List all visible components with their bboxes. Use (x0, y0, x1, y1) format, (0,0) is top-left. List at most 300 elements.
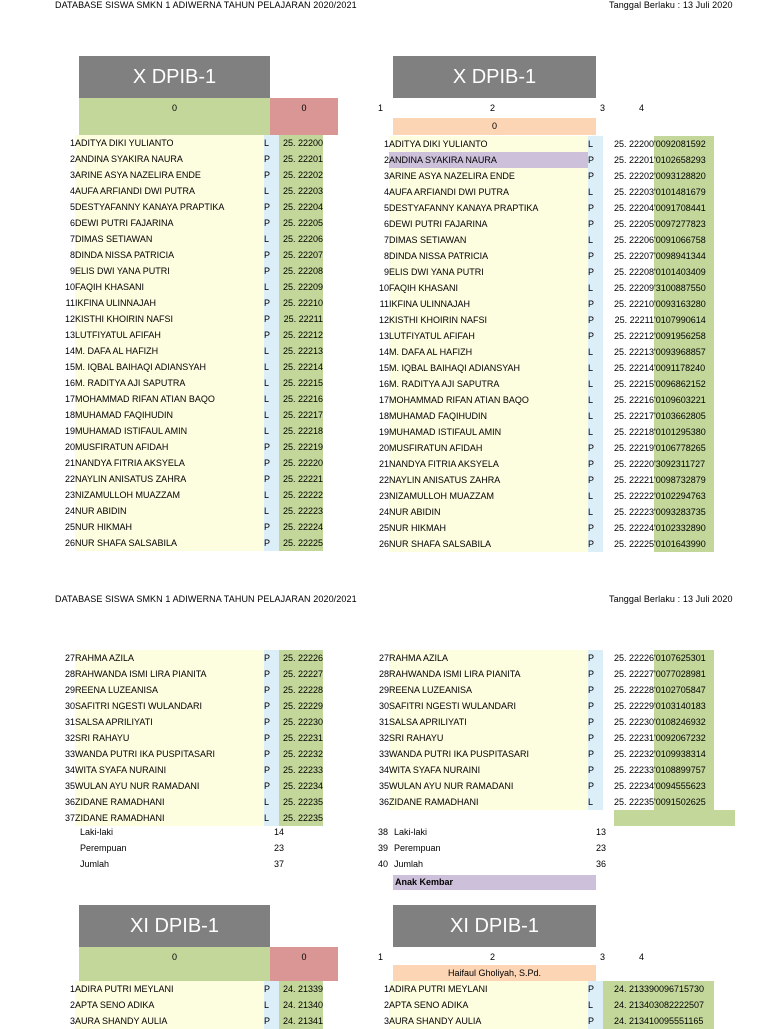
student-name: ELIS DWI YANA PUTRI (75, 263, 264, 279)
student-name: NUR ABIDIN (75, 503, 264, 519)
student-name: MUSFIRATUN AFIDAH (389, 440, 588, 456)
student-sex: L (264, 997, 279, 1013)
student-sex: P (588, 312, 603, 328)
row-number: 35 (64, 781, 75, 791)
table-row (369, 997, 714, 1013)
student-name: MOHAMMAD RIFAN ATIAN BAQO (75, 391, 264, 407)
student-sex: L (264, 183, 279, 199)
student-nis: 25. 22208 (279, 263, 323, 279)
row-number: 29 (64, 685, 75, 695)
table-row (369, 248, 714, 264)
xi-col-num-1: 1 (378, 952, 384, 962)
table-row (55, 135, 323, 151)
student-nisn: 0096715730 (654, 981, 714, 997)
class-xi-title-left: XI DPIB-1 (79, 905, 270, 947)
student-sex: P (588, 650, 603, 666)
student-nis: 25. 22216 (603, 392, 654, 408)
student-sex: P (588, 296, 603, 312)
row-number: 3 (69, 1016, 75, 1026)
table-row (55, 295, 323, 311)
student-nis: 25. 22202 (603, 168, 654, 184)
student-nis: 25. 22224 (603, 520, 654, 536)
student-nisn: '0096862152 (654, 376, 714, 392)
row-number: 4 (69, 186, 75, 196)
table-row (55, 535, 323, 551)
student-name: AURA SHANDY AULIA (389, 1013, 588, 1029)
student-nis: 25. 22201 (279, 151, 323, 167)
student-nis: 25. 22220 (603, 456, 654, 472)
row-number: 15 (64, 362, 75, 372)
student-nisn: '0102705847 (654, 682, 714, 698)
table-row (55, 199, 323, 215)
table-row (55, 375, 323, 391)
student-sex: P (588, 248, 603, 264)
xi-teacher: Haifaul Gholiyah, S.Pd. (393, 965, 596, 981)
student-nisn: '0102658293 (654, 152, 714, 168)
student-name: MUHAMAD FAQIHUDIN (389, 408, 588, 424)
row-number: 28 (64, 669, 75, 679)
student-sex: P (588, 328, 603, 344)
table-row (55, 503, 323, 519)
student-name: M. RADITYA AJI SAPUTRA (389, 376, 588, 392)
row-number: 11 (65, 298, 75, 308)
student-nis: 25. 22211 (279, 311, 323, 327)
student-name: ZIDANE RAMADHANI (389, 794, 588, 810)
student-nis: 25. 22232 (603, 746, 654, 762)
student-name: SALSA APRILIYATI (389, 714, 588, 730)
student-name: NUR HIKMAH (389, 520, 588, 536)
student-nis: 25. 22201 (603, 152, 654, 168)
student-nisn: '0091066758 (654, 232, 714, 248)
student-name: NUR ABIDIN (389, 504, 588, 520)
student-sex: P (264, 778, 279, 794)
student-name: LUTFIYATUL AFIFAH (75, 327, 264, 343)
student-nisn: '3100887550 (654, 280, 714, 296)
row-number: 19 (378, 427, 389, 437)
student-nisn: '0077028981 (654, 666, 714, 682)
student-nisn: '0106778265 (654, 440, 714, 456)
student-nisn: '0109938314 (654, 746, 714, 762)
summary-value: 36 (596, 859, 607, 869)
student-name: M. DAFA AL HAFIZH (389, 344, 588, 360)
student-sex: L (264, 810, 279, 826)
table-row (55, 650, 323, 666)
table-row (369, 504, 714, 520)
table-row (55, 714, 323, 730)
student-sex: P (264, 215, 279, 231)
class-xi-title-right: XI DPIB-1 (393, 905, 596, 947)
table-row (55, 343, 323, 359)
student-name: WULAN AYU NUR RAMADANI (75, 778, 264, 794)
table-row (369, 456, 714, 472)
row-number: 12 (64, 314, 75, 324)
student-name: KISTHI KHOIRIN NAFSI (389, 312, 588, 328)
row-number: 17 (64, 394, 75, 404)
student-table-left-cont (55, 650, 323, 826)
student-nis: 24. 21341 (279, 1013, 323, 1029)
student-nisn: '0107990614 (654, 312, 714, 328)
row-number: 1 (69, 138, 75, 148)
student-name: IKFINA ULINNAJAH (389, 296, 588, 312)
student-name: DEWI PUTRI FAJARINA (389, 216, 588, 232)
table-row (369, 698, 714, 714)
student-name: NANDYA FITRIA AKSYELA (75, 455, 264, 471)
col-num-1: 1 (378, 103, 384, 113)
student-sex: P (264, 151, 279, 167)
table-row (369, 168, 714, 184)
student-nisn: '0092081592 (654, 136, 714, 152)
student-nis: 25. 22218 (279, 423, 323, 439)
row-number: 26 (64, 538, 75, 548)
student-nisn: '0103140183 (654, 698, 714, 714)
student-nisn: '0093128820 (654, 168, 714, 184)
summary-value: 13 (596, 827, 607, 837)
student-nis: 25. 22202 (279, 167, 323, 183)
student-sex: P (588, 216, 603, 232)
student-sex: L (264, 359, 279, 375)
student-nisn: '0092067232 (654, 730, 714, 746)
student-name: APTA SENO ADIKA (389, 997, 588, 1013)
student-name: DEWI PUTRI FAJARINA (75, 215, 264, 231)
student-nis: 25. 22235 (279, 794, 323, 810)
student-name: ADITYA DIKI YULIANTO (75, 135, 264, 151)
student-table-right (369, 136, 714, 552)
student-name: MUSFIRATUN AFIDAH (75, 439, 264, 455)
row-number: 22 (64, 474, 75, 484)
student-name: REENA LUZEANISA (75, 682, 264, 698)
student-nis: 25. 22215 (603, 376, 654, 392)
student-name: WITA SYAFA NURAINI (75, 762, 264, 778)
xi-col-num-4: 4 (639, 952, 645, 962)
table-row (55, 263, 323, 279)
student-nisn: '0101403409 (654, 264, 714, 280)
row-number: 21 (378, 459, 389, 469)
row-number: 18 (64, 410, 75, 420)
table-row (55, 439, 323, 455)
student-sex: P (264, 535, 279, 551)
table-row (369, 152, 714, 168)
student-name: RAHMA AZILA (389, 650, 588, 666)
summary-label: Perempuan (394, 843, 441, 853)
student-name: IKFINA ULINNAJAH (75, 295, 264, 311)
table-row (55, 810, 323, 826)
row-number: 4 (383, 187, 389, 197)
student-sex: P (264, 746, 279, 762)
table-row (369, 714, 714, 730)
student-sex: L (588, 136, 603, 152)
table-row (55, 455, 323, 471)
student-name: DESTYAFANNY KANAYA PRAPTIKA (75, 199, 264, 215)
student-nis: 25. 22222 (279, 487, 323, 503)
summary-value: 23 (596, 843, 607, 853)
student-name: WANDA PUTRI IKA PUSPITASARI (389, 746, 588, 762)
summary-label: Laki-laki (394, 827, 428, 837)
student-name: ANDINA SYAKIRA NAURA (75, 151, 264, 167)
student-name: AUFA ARFIANDI DWI PUTRA (389, 184, 588, 200)
student-nis: 24. 21340 (603, 997, 654, 1013)
student-nisn: '0091502625 (654, 794, 714, 810)
student-nisn: '0101643990 (654, 536, 714, 552)
student-sex: P (264, 167, 279, 183)
table-row (55, 1013, 323, 1029)
xi-col-num-2: 2 (490, 952, 496, 962)
student-name: M. IQBAL BAIHAQI ADIANSYAH (389, 360, 588, 376)
row-number: 9 (383, 267, 389, 277)
table-row (55, 666, 323, 682)
row-number: 32 (378, 733, 389, 743)
student-nisn: '0102294763 (654, 488, 714, 504)
student-nis: 25. 22232 (279, 746, 323, 762)
student-nis: 25. 22234 (603, 778, 654, 794)
student-nis: 25. 22230 (279, 714, 323, 730)
student-name: ELIS DWI YANA PUTRI (389, 264, 588, 280)
student-nis: 25. 22207 (603, 248, 654, 264)
student-nis: 24. 21340 (279, 997, 323, 1013)
student-name: MUHAMAD FAQIHUDIN (75, 407, 264, 423)
student-sex: L (588, 280, 603, 296)
student-nis: 25. 22231 (603, 730, 654, 746)
student-nis: 25. 22214 (279, 359, 323, 375)
table-row (369, 981, 714, 997)
row-number: 33 (64, 749, 75, 759)
student-sex: L (588, 408, 603, 424)
student-name: LUTFIYATUL AFIFAH (389, 328, 588, 344)
table-row (369, 746, 714, 762)
student-sex: P (588, 168, 603, 184)
row-number: 31 (64, 717, 75, 727)
row-number: 14 (378, 347, 389, 357)
student-sex: P (264, 698, 279, 714)
row-number: 7 (383, 235, 389, 245)
student-nis: 25. 22220 (279, 455, 323, 471)
table-row (55, 730, 323, 746)
table-row (55, 311, 323, 327)
student-sex: L (588, 232, 603, 248)
student-sex: P (588, 520, 603, 536)
row-number: 1 (69, 984, 75, 994)
row-number: 12 (378, 315, 389, 325)
student-nis: 25. 22206 (603, 232, 654, 248)
table-row (55, 519, 323, 535)
summary-label: Jumlah (394, 859, 424, 869)
table-row (55, 423, 323, 439)
student-name: ADIRA PUTRI MEYLANI (389, 981, 588, 997)
doc-header-date-2: Tanggal Berlaku : 13 Juli 2020 (609, 594, 733, 604)
row-number: 6 (69, 218, 75, 228)
student-sex: P (588, 682, 603, 698)
student-sex: P (588, 1013, 603, 1029)
student-sex: P (588, 440, 603, 456)
student-nisn: '0102332890 (654, 520, 714, 536)
table-row (369, 1013, 714, 1029)
row-number: 11 (379, 299, 389, 309)
class-title-left: X DPIB-1 (79, 56, 270, 98)
table-row (55, 151, 323, 167)
student-nis: 25. 22223 (279, 503, 323, 519)
student-name: NANDYA FITRIA AKSYELA (389, 456, 588, 472)
student-name: ADIRA PUTRI MEYLANI (75, 981, 264, 997)
row-number: 29 (378, 685, 389, 695)
student-name: M. IQBAL BAIHAQI ADIANSYAH (75, 359, 264, 375)
table-row (369, 392, 714, 408)
student-nis: 25. 22217 (279, 407, 323, 423)
table-row (369, 312, 714, 328)
table-row (369, 184, 714, 200)
student-sex: L (588, 344, 603, 360)
xi-left-sub-a: 0 (79, 947, 270, 981)
student-sex: P (588, 200, 603, 216)
right-sub: 0 (393, 118, 596, 135)
student-sex: L (588, 184, 603, 200)
student-name: SAFITRI NGESTI WULANDARI (389, 698, 588, 714)
table-row (55, 981, 323, 997)
row-number: 36 (64, 797, 75, 807)
student-nis: 25. 22223 (603, 504, 654, 520)
table-row (369, 762, 714, 778)
table-row (369, 232, 714, 248)
student-sex: L (264, 135, 279, 151)
student-sex: P (588, 264, 603, 280)
student-nis: 25. 22229 (279, 698, 323, 714)
summary-value: 14 (274, 827, 285, 837)
student-sex: P (588, 698, 603, 714)
student-sex: P (264, 471, 279, 487)
student-name: NUR HIKMAH (75, 519, 264, 535)
student-sex: P (264, 730, 279, 746)
row-number: 24 (378, 507, 389, 517)
student-sex: L (588, 488, 603, 504)
summary-label: Laki-laki (80, 827, 114, 837)
student-name: APTA SENO ADIKA (75, 997, 264, 1013)
student-name: DIMAS SETIAWAN (389, 232, 588, 248)
row-number: 30 (378, 701, 389, 711)
student-nis: 25. 22212 (603, 328, 654, 344)
student-nis: 25. 22209 (603, 280, 654, 296)
row-number: 5 (69, 202, 75, 212)
table-row (369, 472, 714, 488)
student-sex: P (264, 650, 279, 666)
student-nisn: '0108899757 (654, 762, 714, 778)
student-nis: 25. 22233 (603, 762, 654, 778)
student-nis: 25. 22228 (279, 682, 323, 698)
student-nis: 25. 22206 (279, 231, 323, 247)
row-number: 21 (64, 458, 75, 468)
student-nis: 25. 22225 (603, 536, 654, 552)
student-nis: 25. 22203 (603, 184, 654, 200)
student-sex: P (264, 519, 279, 535)
student-sex: L (264, 487, 279, 503)
table-row (369, 376, 714, 392)
student-sex: L (264, 407, 279, 423)
student-nisn: '0098941344 (654, 248, 714, 264)
student-nis: 25. 22227 (603, 666, 654, 682)
student-nis: 25. 22221 (603, 472, 654, 488)
student-name: ZIDANE RAMADHANI (75, 794, 264, 810)
table-row (369, 666, 714, 682)
row-number: 22 (378, 475, 389, 485)
student-sex: L (264, 391, 279, 407)
table-row (55, 391, 323, 407)
student-nisn: 0095551165 (654, 1013, 714, 1029)
student-name: WANDA PUTRI IKA PUSPITASARI (75, 746, 264, 762)
student-nisn: '0091178240 (654, 360, 714, 376)
row-number: 7 (69, 234, 75, 244)
student-sex: P (264, 682, 279, 698)
table-row (55, 794, 323, 810)
student-sex: L (588, 794, 603, 810)
student-nis: 25. 22208 (603, 264, 654, 280)
summary-value: 37 (274, 859, 285, 869)
student-sex: P (264, 1013, 279, 1029)
left-sub-a: 0 (79, 98, 270, 135)
student-name: NUR SHAFA SALSABILA (75, 535, 264, 551)
student-nis: 25. 22210 (603, 296, 654, 312)
student-nis: 25. 22224 (279, 519, 323, 535)
student-table-xi-right (369, 981, 714, 1029)
student-sex: P (264, 762, 279, 778)
student-nis: 25. 22210 (279, 295, 323, 311)
row-number: 16 (64, 378, 75, 388)
student-nisn: '0098732879 (654, 472, 714, 488)
class-title-right: X DPIB-1 (393, 56, 596, 98)
student-sex: P (588, 778, 603, 794)
student-name: RAHWANDA ISMI LIRA PIANITA (75, 666, 264, 682)
student-sex: L (588, 360, 603, 376)
table-row (369, 682, 714, 698)
row-number: 18 (378, 411, 389, 421)
row-number: 3 (383, 171, 389, 181)
student-sex: P (264, 295, 279, 311)
row-number: 25 (378, 523, 389, 533)
row-number: 2 (69, 154, 75, 164)
row-number: 36 (378, 797, 389, 807)
student-name: DIMAS SETIAWAN (75, 231, 264, 247)
row-number: 35 (378, 781, 389, 791)
student-nis: 25. 22219 (603, 440, 654, 456)
student-name: DESTYAFANNY KANAYA PRAPTIKA (389, 200, 588, 216)
student-nis: 24. 21341 (603, 1013, 654, 1029)
student-sex: P (264, 247, 279, 263)
row-number: 28 (378, 669, 389, 679)
student-name: WULAN AYU NUR RAMADANI (389, 778, 588, 794)
row-number: 3 (383, 1016, 389, 1026)
student-sex: P (264, 311, 279, 327)
student-nisn: '0093163280 (654, 296, 714, 312)
student-nisn: '0097277823 (654, 216, 714, 232)
student-nis: 25. 22204 (279, 199, 323, 215)
row-number: 2 (383, 1000, 389, 1010)
table-row (55, 407, 323, 423)
row-number: 17 (378, 395, 389, 405)
student-name: MUHAMAD ISTIFAUL AMIN (75, 423, 264, 439)
student-name: FAQIH KHASANI (75, 279, 264, 295)
table-row (369, 296, 714, 312)
student-name: ZIDANE RAMADHANI (75, 810, 264, 826)
student-nisn: '3092311727 (654, 456, 714, 472)
row-number: 27 (378, 653, 389, 663)
row-number: 1 (383, 984, 389, 994)
student-sex: P (588, 730, 603, 746)
student-sex: L (264, 279, 279, 295)
student-nis: 25. 22235 (603, 794, 654, 810)
row-number: 20 (64, 442, 75, 452)
row-number: 5 (383, 203, 389, 213)
student-sex: P (588, 456, 603, 472)
student-sex: L (588, 376, 603, 392)
student-sex: L (264, 794, 279, 810)
student-nis: 25. 22229 (603, 698, 654, 714)
student-sex: P (264, 199, 279, 215)
